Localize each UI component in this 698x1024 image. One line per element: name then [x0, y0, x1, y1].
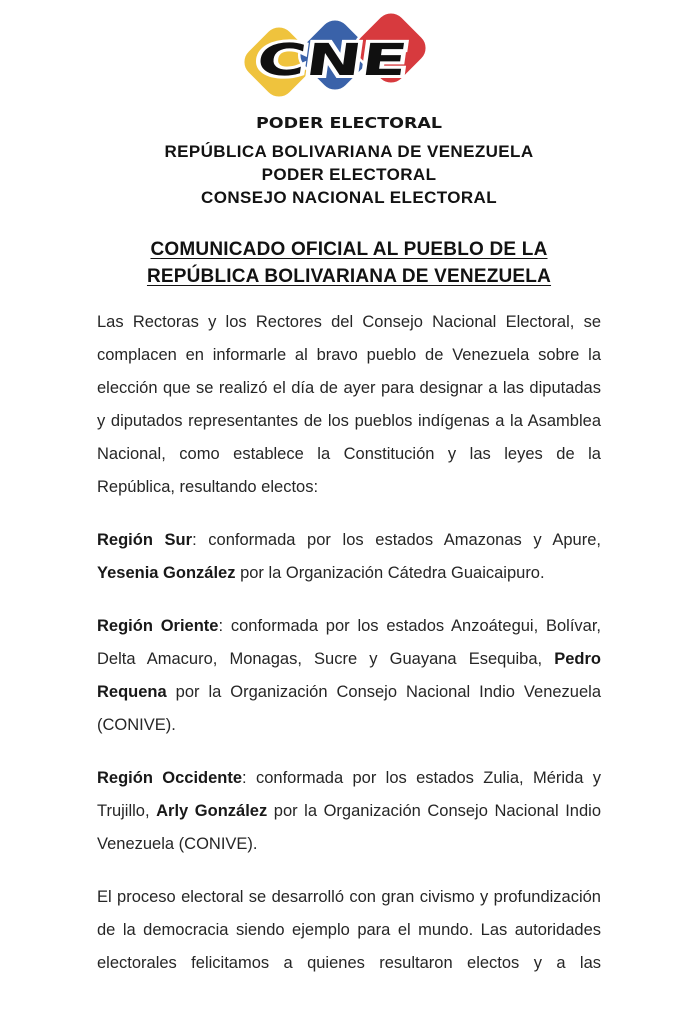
org-header-line-1: REPÚBLICA BOLIVARIANA DE VENEZUELA — [164, 142, 534, 161]
region-sur-paragraph — [97, 524, 601, 590]
region-sur-body2: por la Organización Cátedra Guaicaipuro. — [235, 564, 545, 582]
region-oriente-body1: : conformada por los estados Anzoátegui, Bolívar, Delta Amacuro, Monagas, Sucre y Guayana Esequiba, — [97, 617, 602, 668]
document-title — [0, 236, 698, 290]
logo-subtitle: PODER ELECTORAL — [256, 114, 443, 132]
region-oriente-paragraph — [97, 610, 601, 742]
document-title-line-2: REPÚBLICA BOLIVARIANA DE VENEZUELA — [146, 266, 552, 287]
region-oriente-elected-name: Pedro Requena — [97, 650, 601, 701]
region-occidente-body1: : conformada por los estados Zulia, Mérida y Trujillo, — [97, 769, 601, 820]
closing-paragraph — [97, 881, 601, 980]
region-sur-elected-name: Yesenia González — [97, 564, 236, 582]
region-occidente-label: Región Occidente — [97, 769, 243, 787]
region-occidente-paragraph — [97, 762, 601, 861]
org-header — [0, 140, 698, 209]
region-occidente-elected-name: Arly González — [156, 802, 268, 820]
region-sur-label: Región Sur — [97, 531, 193, 549]
region-oriente-label: Región Oriente — [97, 617, 219, 635]
cne-logo-graphic — [234, 12, 464, 134]
org-header-line-3: CONSEJO NACIONAL ELECTORAL — [201, 188, 497, 207]
cne-logo — [0, 0, 698, 134]
intro-paragraph — [97, 306, 601, 504]
region-oriente-body2: por la Organización Consejo Nacional Indio Venezuela (CONIVE). — [97, 683, 601, 734]
intro-text: Las Rectoras y los Rectores del Consejo Nacional Electoral, se complacen en informarle al bravo pueblo de Venezuela sobre la elección que se realizó el día de ayer para designar a las diputadas y diputados representantes de los pueblos indígenas a la Asamblea Nacional, como establece la Constitución y las leyes de la República, resultando electos: — [97, 313, 601, 496]
document-title-line-1: COMUNICADO OFICIAL AL PUEBLO DE LA — [150, 239, 548, 260]
closing-text: El proceso electoral se desarrolló con gran civismo y profundización de la democracia siendo ejemplo para el mundo. Las autoridades electorales felicitamos a quienes resultaron electos y a las — [97, 888, 601, 972]
region-sur-body1: : conformada por los estados Amazonas y Apure, — [192, 531, 601, 549]
region-occidente-body2: por la Organización Consejo Nacional Indio Venezuela (CONIVE). — [97, 802, 601, 853]
document-body — [97, 306, 601, 980]
cne-logo-text: CNE — [253, 35, 360, 86]
org-header-line-2: PODER ELECTORAL — [261, 165, 437, 184]
